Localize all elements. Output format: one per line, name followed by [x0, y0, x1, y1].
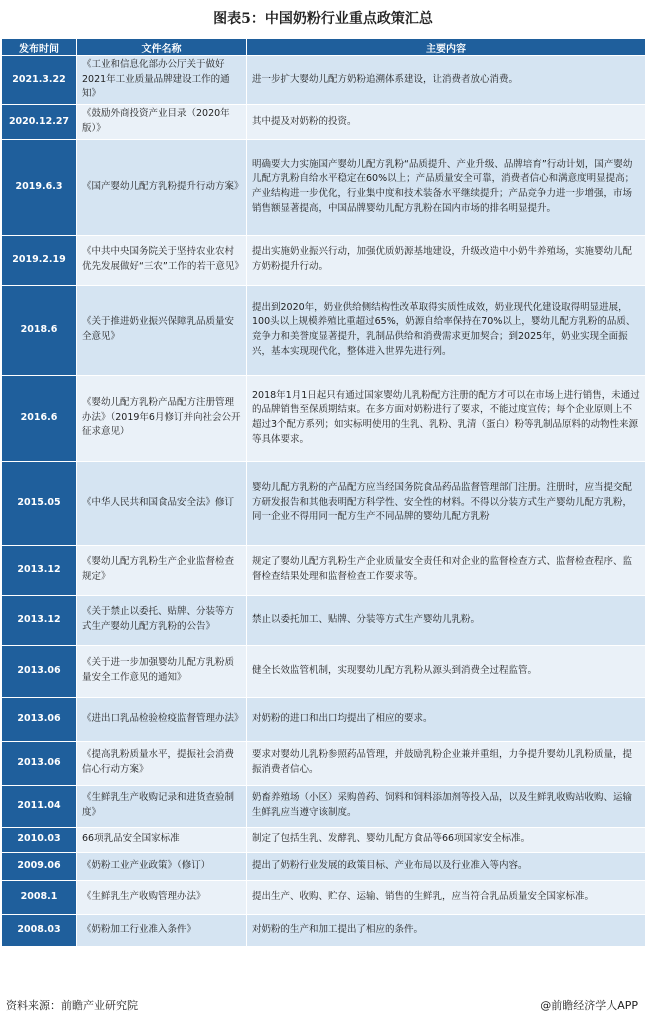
- row-date: 2019.6.3: [2, 139, 77, 235]
- table-row: [2, 645, 646, 697]
- row-content: 提出了奶粉行业发展的政策目标、产业布局以及行业准入等内容。: [247, 852, 646, 880]
- row-date: 2021.3.22: [2, 56, 77, 105]
- row-date: 2020.12.27: [2, 105, 77, 139]
- row-content: 2018年1月1日起只有通过国家婴幼儿乳粉配方注册的配方才可以在市场上进行销售，未通过的品牌销售至保质期结束。在多方面对奶粉进行了要求，不能过度宣传；每个企业原则上不超过3个配方系列；如实标明使用的生乳、乳粉、乳清（蛋白）粉等乳制品原料的动物性来源等具体要求。: [247, 375, 646, 461]
- row-date: 2013.06: [2, 741, 77, 785]
- row-content: 健全长效监管机制，实现婴幼儿配方乳粉从源头到消费全过程监管。: [247, 645, 646, 697]
- row-content: 明确要大力实施国产婴幼儿配方乳粉“品质提升、产业升级、品牌培育”行动计划，国产婴幼儿配方乳粉自给水平稳定在60%以上；产品质量安全可靠，消费者信心和满意度明显提高；产业结构进一步优化，行业集中度和技术装备水平继续提升；产品竞争力进一步增强，市场销售额显著提高，中国品牌婴幼儿配方乳粉在国内市场的排名明显提升。: [247, 139, 646, 235]
- table-row: [2, 914, 646, 946]
- table-row: [2, 56, 646, 105]
- row-date: 2015.05: [2, 461, 77, 545]
- table-row: [2, 827, 646, 852]
- brand-note: @前瞻经济学人APP: [540, 999, 638, 1012]
- row-date: 2008.1: [2, 880, 77, 914]
- row-date: 2008.03: [2, 914, 77, 946]
- table-row: [2, 285, 646, 375]
- table-row: [2, 461, 646, 545]
- row-document-name: 66项乳品安全国家标准: [77, 827, 247, 852]
- table-row: [2, 545, 646, 595]
- row-content: 制定了包括生乳、发酵乳、婴幼儿配方食品等66项国家安全标准。: [247, 827, 646, 852]
- row-date: 2019.2.19: [2, 235, 77, 285]
- row-content: 对奶粉的生产和加工提出了相应的条件。: [247, 914, 646, 946]
- row-content: 规定了婴幼儿配方乳粉生产企业质量安全责任和对企业的监督检查方式、监督检查程序、监督检查结果处理和监督检查工作要求等。: [247, 545, 646, 595]
- row-document-name: 《婴幼儿配方乳粉生产企业监督检查规定》: [77, 545, 247, 595]
- policy-table: [1, 38, 646, 947]
- table-row: [2, 785, 646, 827]
- table-row: [2, 139, 646, 235]
- row-date: 2016.6: [2, 375, 77, 461]
- row-document-name: 《进出口乳品检验检疫监督管理办法》: [77, 697, 247, 741]
- row-content: 提出实施奶业振兴行动，加强优质奶源基地建设，升级改造中小奶牛养殖场，实施婴幼儿配方奶粉提升行动。: [247, 235, 646, 285]
- row-date: 2013.06: [2, 697, 77, 741]
- row-date: 2013.06: [2, 645, 77, 697]
- page-title: 图表5：中国奶粉行业重点政策汇总: [213, 11, 433, 27]
- row-document-name: 《关于推进奶业振兴保障乳品质量安全意见》: [77, 285, 247, 375]
- row-content: 要求对婴幼儿乳粉参照药品管理，并鼓励乳粉企业兼并重组，力争提升婴幼儿乳粉质量，提振消费者信心。: [247, 741, 646, 785]
- table-row: [2, 105, 646, 139]
- row-document-name: 《国产婴幼儿配方乳粉提升行动方案》: [77, 139, 247, 235]
- row-document-name: 《婴幼儿配方乳粉产品配方注册管理办法》（2019年6月修订并向社会公开征求意见）: [77, 375, 247, 461]
- row-date: 2018.6: [2, 285, 77, 375]
- row-content: 进一步扩大婴幼儿配方奶粉追溯体系建设，让消费者放心消费。: [247, 56, 646, 105]
- header-content: 主要内容: [247, 39, 646, 56]
- table-row: [2, 235, 646, 285]
- header-date: 发布时间: [2, 39, 77, 56]
- row-document-name: 《奶粉加工行业准入条件》: [77, 914, 247, 946]
- row-date: 2013.12: [2, 595, 77, 645]
- row-document-name: 《鼓励外商投资产业目录（2020年版）》: [77, 105, 247, 139]
- row-document-name: 《奶粉工业产业政策》（修订）: [77, 852, 247, 880]
- source-note: 资料来源：前瞻产业研究院: [6, 999, 138, 1012]
- row-document-name: 《生鲜乳生产收购记录和进货查验制度》: [77, 785, 247, 827]
- row-content: 对奶粉的进口和出口均提出了相应的要求。: [247, 697, 646, 741]
- row-document-name: 《提高乳粉质量水平，提振社会消费信心行动方案》: [77, 741, 247, 785]
- row-date: 2013.12: [2, 545, 77, 595]
- row-document-name: 《关于禁止以委托、贴牌、分装等方式生产婴幼儿配方乳粉的公告》: [77, 595, 247, 645]
- table-row: [2, 595, 646, 645]
- row-document-name: 《中共中央国务院关于坚持农业农村优先发展做好“三农”工作的若干意见》: [77, 235, 247, 285]
- row-content: 奶畜养殖场（小区）采购兽药、饲料和饲料添加剂等投入品，以及生鲜乳收购站收购、运输生鲜乳应当遵守该制度。: [247, 785, 646, 827]
- row-content: 禁止以委托加工、贴牌、分装等方式生产婴幼儿乳粉。: [247, 595, 646, 645]
- row-date: 2010.03: [2, 827, 77, 852]
- table-header-row: [2, 39, 646, 56]
- row-date: 2009.06: [2, 852, 77, 880]
- header-name: 文件名称: [77, 39, 247, 56]
- row-content: 婴幼儿配方乳粉的产品配方应当经国务院食品药品监督管理部门注册。注册时，应当提交配方研发报告和其他表明配方科学性、安全性的材料。不得以分装方式生产婴幼儿配方乳粉，同一企业不得用同一配方生产不同品牌的婴幼儿配方乳粉: [247, 461, 646, 545]
- row-content: 其中提及对奶粉的投资。: [247, 105, 646, 139]
- table-row: [2, 741, 646, 785]
- row-document-name: 《工业和信息化部办公厅关于做好2021年工业质量品牌建设工作的通知》: [77, 56, 247, 105]
- row-date: 2011.04: [2, 785, 77, 827]
- policy-table-body: [2, 56, 646, 947]
- table-row: [2, 697, 646, 741]
- row-content: 提出到2020年，奶业供给侧结构性改革取得实质性成效，奶业现代化建设取得明显进展，100头以上规模养殖比重超过65%，奶源自给率保持在70%以上，婴幼儿配方乳粉的品质、竞争力和美誉度显著提升，乳制品供给和消费需求更加契合；到2025年，奶业实现全面振兴，基本实现现代化，整体进入世界先进行列。: [247, 285, 646, 375]
- table-row: [2, 375, 646, 461]
- table-row: [2, 852, 646, 880]
- row-document-name: 《中华人民共和国食品安全法》修订: [77, 461, 247, 545]
- row-document-name: 《生鲜乳生产收购管理办法》: [77, 880, 247, 914]
- row-document-name: 《关于进一步加强婴幼儿配方乳粉质量安全工作意见的通知》: [77, 645, 247, 697]
- table-row: [2, 880, 646, 914]
- row-content: 提出生产、收购、贮存、运输、销售的生鲜乳，应当符合乳品质量安全国家标准。: [247, 880, 646, 914]
